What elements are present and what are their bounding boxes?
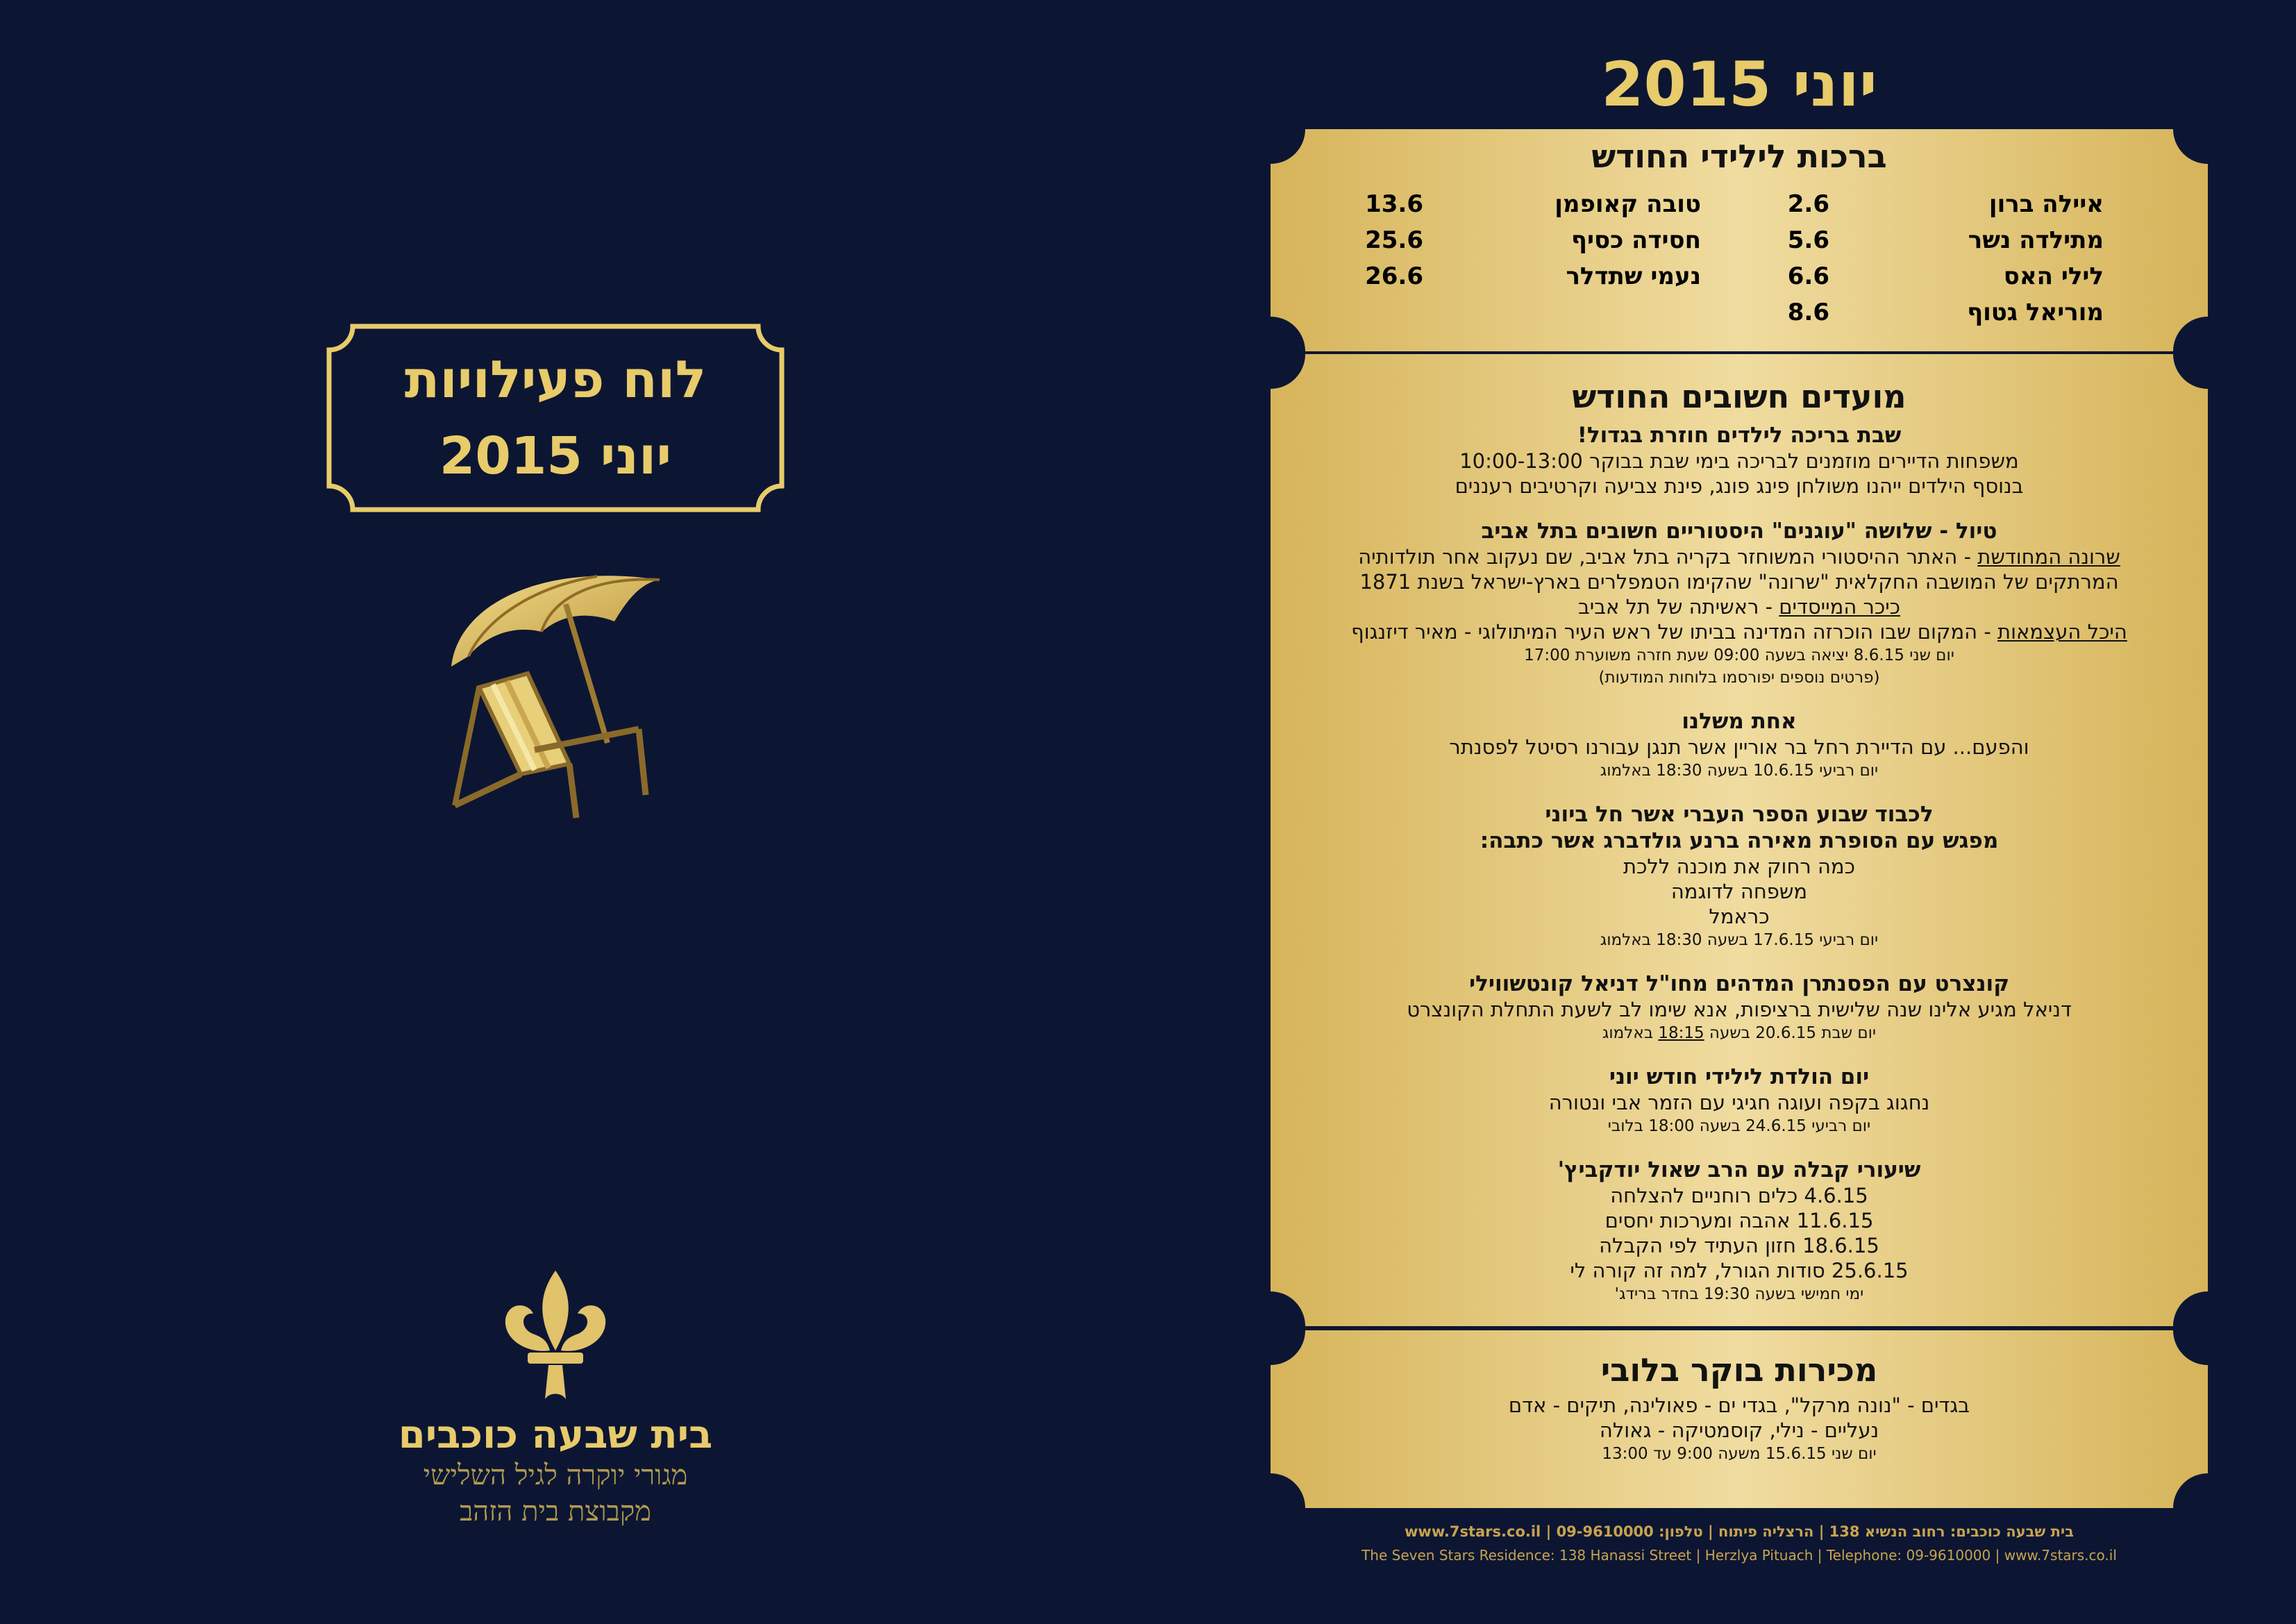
- event-tel-aviv-trip: [1271, 518, 2208, 689]
- event-title: שבת בריכה לילדים חוזרת בגדול!: [1577, 423, 1902, 448]
- event-line: [1271, 594, 2208, 619]
- contact-footer: [1271, 1523, 2208, 1564]
- event-subtitle: מפגש עם הסופרת מאירה ברנע גולדברג אשר כתבה:: [1480, 828, 1999, 853]
- birthday-name: חסידה כסיף: [1571, 226, 1701, 254]
- birthday-date: 2.6: [1787, 190, 1829, 218]
- cover-title-line1: לוח פעילויות: [404, 350, 707, 410]
- program-panel: [1271, 0, 2208, 1624]
- event-pool-shabbat: [1271, 422, 2208, 499]
- event-line: דניאל מגיע אלינו שנה שלישית ברציפות, אנא שימו לב לשעת התחלת הקונצרט: [1407, 998, 2072, 1021]
- event-location: באלמוג: [1602, 1024, 1659, 1042]
- event-line: משפחות הדיירים מוזמנים לבריכה בימי שבת בבוקר 10:00-13:00: [1459, 449, 2019, 473]
- lesson-item: 18.6.15 חזון העתיד לפי הקבלה: [1599, 1234, 1879, 1257]
- cover-title-line2: יוני 2015: [439, 426, 672, 486]
- month-title: יוני 2015: [1601, 49, 1877, 120]
- sales-line: בגדים - "נונה מרקל", בגדי ים - פאולינה, תיקים - אדם: [1508, 1393, 1970, 1417]
- birthday-date: 25.6: [1365, 226, 1423, 254]
- event-note: (פרטים נוספים יפורסמו בלוחות המודעות): [1598, 669, 1880, 687]
- lesson-item: 4.6.15 כלים רוחניים להצלחה: [1610, 1184, 1868, 1207]
- event-title: יום הולדת לילידי חודש יוני: [1609, 1064, 1870, 1089]
- fleur-de-lis-icon: [500, 1271, 611, 1403]
- event-birthday-party: [1271, 1064, 2208, 1137]
- footer-hebrew: בית שבעה כוכבים: רחוב הנשיא 138 | הרצליה פיתוח | טלפון: 09-9610000 | www.7stars.co.il: [1405, 1523, 2074, 1540]
- event-kabbalah-lessons: [1271, 1157, 2208, 1305]
- event-book-week: [1271, 801, 2208, 951]
- birthday-date: 6.6: [1787, 262, 1829, 290]
- event-line: [1271, 619, 2208, 644]
- sales-title: מכירות בוקר בלובי: [1600, 1351, 1878, 1389]
- footer-english: The Seven Stars Residence: 138 Hanassi Street | Herzlya Pituach | Telephone: 09-9610000 | www.7stars.co.il: [1361, 1547, 2117, 1564]
- event-time: יום שני 8.6.15 יציאה בשעה 09:00 שעת חזרה משוערת 17:00: [1524, 646, 1954, 664]
- residence-logo: [382, 1271, 729, 1530]
- book-title: כראמל: [1709, 905, 1770, 928]
- event-time: יום רביעי 24.6.15 בשעה 18:00 בלובי: [1607, 1117, 1871, 1135]
- event-title: אחת משלנו: [1682, 709, 1797, 734]
- event-line: המרתקים של המושבה החקלאית "שרונה" שהקימו הטמפלרים בארץ-ישראל בשנת 1871: [1359, 570, 2119, 594]
- events-card: [1271, 354, 2208, 1326]
- logo-subtitle-1: מגורי יוקרה לגיל השלישי: [423, 1459, 688, 1491]
- birthday-name: איילה ברון: [1988, 190, 2104, 218]
- sales-line: נעליים - נילי, קוסמטיקה - גאולה: [1599, 1418, 1879, 1442]
- birthday-name: נעמי שתדלר: [1566, 262, 1701, 290]
- sales-card: [1271, 1330, 2208, 1508]
- event-title: שיעורי קבלה עם הרב שאול יודקביץ': [1557, 1157, 1921, 1182]
- birthday-name: מתילדה נשר: [1968, 226, 2104, 254]
- sales-time: יום שני 15.6.15 משעה 9:00 עד 13:00: [1602, 1445, 1877, 1463]
- cover-title-frame: [325, 322, 786, 514]
- event-time: יום רביעי 10.6.15 בשעה 18:30 באלמוג: [1600, 762, 1879, 780]
- site-name: כיכר המייסדים: [1779, 595, 1901, 619]
- event-line-text: - המקום שבו הוכרזה המדינה בביתו של ראש העיר המיתולוגי - מאיר דיזנגוף: [1351, 620, 1998, 644]
- site-name: היכל העצמאות: [1997, 620, 2127, 644]
- beach-chair-umbrella-icon: [437, 555, 673, 826]
- event-line: נחגוג בקפה ועוגה חגיגי עם הזמר אבי ונטורה: [1548, 1091, 1930, 1114]
- event-line: [1271, 544, 2208, 569]
- event-time: ימי חמישי בשעה 19:30 בחדר ברידג': [1614, 1285, 1864, 1303]
- event-time: יום רביעי 17.6.15 בשעה 18:30 באלמוג: [1600, 931, 1879, 949]
- lesson-item: 25.6.15 סודות הגורל, למה זה קורה לי: [1570, 1259, 1909, 1282]
- event-title: קונצרט עם הפסנתרן המדהים מחו"ל דניאל קונטשווילי: [1468, 971, 2010, 996]
- logo-subtitle-2: מקבוצת בית הזהב: [459, 1496, 651, 1527]
- event-line-text: - האתר ההיסטורי המשוחזר בקריה בתל אביב, שם נעקוב אחר תולדותיה: [1358, 545, 1978, 569]
- birthday-date: 8.6: [1787, 299, 1829, 326]
- cover-panel: [0, 0, 1146, 1624]
- event-resident-recital: [1271, 708, 2208, 782]
- event-time: [1271, 1022, 2208, 1044]
- event-line: בנוסף הילדים ייהנו משולחן פינג פונג, פינת צביעה וקרטיבים רעננים: [1455, 474, 2024, 498]
- event-piano-concert: [1271, 971, 2208, 1044]
- event-line: והפעם... עם הדיירת רחל בר אוריין אשר תנגן עבורנו רסיטל לפסנתר: [1449, 735, 2029, 759]
- event-hour: 18:15: [1658, 1024, 1704, 1042]
- event-time-text: יום שבת 20.6.15 בשעה: [1704, 1024, 1877, 1042]
- birthday-date: 26.6: [1365, 262, 1423, 290]
- birthday-date: 5.6: [1787, 226, 1829, 254]
- book-title: כמה רחוק את מוכנה ללכת: [1623, 855, 1855, 878]
- event-line-text: - ראשיתה של תל אביב: [1577, 595, 1779, 619]
- event-title: לכבוד שבוע הספר העברי אשר חל ביוני: [1545, 802, 1934, 827]
- birthday-date: 13.6: [1365, 190, 1423, 218]
- events-title: מועדים חשובים החודש: [1572, 378, 1907, 415]
- lesson-item: 11.6.15 אהבה ומערכות יחסים: [1604, 1209, 1874, 1232]
- birthdays-card: [1271, 129, 2208, 351]
- birthdays-title: ברכות לילידי החודש: [1591, 137, 1887, 175]
- event-title: טיול - שלושה "עוגנים" היסטוריים חשובים בתל אביב: [1481, 519, 1997, 544]
- birthday-name: טובה קאופמן: [1555, 190, 1701, 218]
- book-title: משפחה לדוגמה: [1670, 880, 1808, 903]
- birthday-name: מוריאל גטוף: [1967, 299, 2104, 326]
- logo-name: בית שבעה כוכבים: [398, 1412, 713, 1457]
- birthday-name: לילי האס: [2003, 262, 2104, 290]
- site-name: שרונה המחודשת: [1977, 545, 2120, 569]
